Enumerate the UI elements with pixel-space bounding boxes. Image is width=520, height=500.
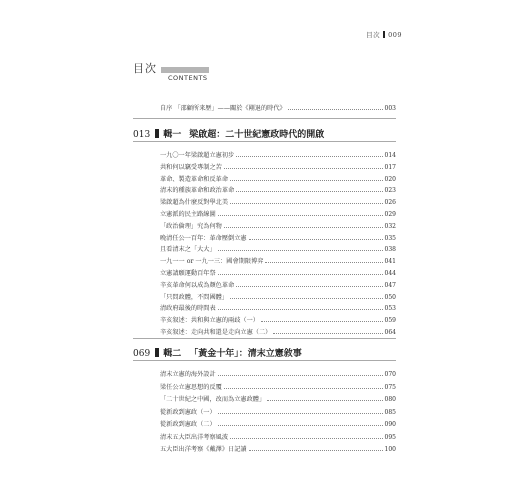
toc-entry-page: 053 (384, 305, 396, 313)
leader-dots (218, 375, 383, 376)
leader-dots (249, 239, 383, 240)
toc-entry[interactable] (160, 313, 396, 324)
toc-entry-title: 革命、製造革命和反革命 (160, 175, 229, 183)
leader-dots (236, 156, 382, 157)
toc-title: 目次 (133, 62, 157, 75)
toc-entry[interactable] (160, 380, 396, 391)
toc-entry[interactable] (160, 278, 396, 289)
leader-dots (224, 168, 383, 169)
leader-dots (218, 215, 383, 216)
toc-entry-page: 023 (384, 187, 396, 195)
leader-dots (273, 333, 382, 334)
toc-entry-title: 辛亥叙述：共和與立憲的兩歧（一） (160, 317, 259, 325)
toc-entry-title: 清政府最後的時間表 (160, 305, 216, 313)
toc-entry-page: 038 (384, 246, 396, 254)
toc-entry-page: 029 (384, 211, 396, 218)
toc-entry-page: 064 (384, 329, 396, 336)
toc-entry[interactable] (160, 219, 396, 230)
section-divider (133, 360, 396, 361)
toc-entry-title: 梁啟超為什麼反對學北美 (160, 199, 229, 207)
section-divider (133, 338, 396, 339)
leader-dots (249, 450, 383, 451)
toc-entry[interactable] (160, 242, 396, 253)
toc-entry-page: 050 (384, 293, 396, 301)
toc-heading (133, 60, 208, 82)
toc-entry-page: 095 (384, 433, 396, 441)
toc-title-bar (161, 67, 209, 73)
toc-entry[interactable] (160, 325, 396, 336)
toc-entry-title: 一九〇一年梁啟超立憲初步 (160, 152, 235, 159)
toc-entry-title: 從新政到憲政（一） (160, 408, 216, 416)
toc-entry-title: 且看清末之「大大」 (160, 246, 216, 254)
section-marker (155, 129, 159, 138)
toc-entry[interactable] (160, 254, 396, 265)
toc-entry[interactable] (160, 231, 396, 242)
leader-dots (230, 438, 382, 439)
toc-entry-title: 晚清任公一百年：革命壓倒立憲 (160, 234, 247, 242)
toc-entry-page: 090 (384, 421, 396, 428)
toc-entry[interactable] (160, 207, 396, 218)
toc-entry[interactable] (160, 172, 396, 183)
toc-entry-title: 「只問政體，不問國體」 (160, 293, 229, 301)
leader-dots (236, 191, 382, 192)
section-heading-1[interactable] (133, 127, 324, 140)
section-divider (133, 141, 396, 142)
running-head-page: 009 (388, 30, 402, 39)
toc-entry-page: 026 (384, 199, 396, 207)
leader-dots (288, 109, 383, 110)
leader-dots (230, 203, 382, 204)
toc-entry-page: 085 (384, 408, 396, 416)
toc-entry-page: 044 (384, 270, 396, 277)
toc-entry[interactable] (160, 392, 396, 403)
toc-entry[interactable] (160, 148, 396, 159)
toc-entry[interactable] (160, 417, 396, 428)
toc-entry-page: 041 (384, 258, 396, 266)
toc-entry-title: 一九一一 or 一九一三：國會期限博弈 (160, 258, 264, 266)
leader-dots (218, 425, 383, 426)
toc-entry-page: 100 (384, 446, 396, 453)
leader-dots (265, 262, 382, 263)
toc-entry-title: 辛亥叙述：走向共和還是走向立憲（二） (160, 329, 272, 336)
section-page: 069 (133, 349, 151, 359)
toc-entry[interactable] (160, 367, 396, 378)
section-page: 013 (133, 130, 151, 140)
toc-entry-page: 035 (384, 234, 396, 242)
preface-entry[interactable] (160, 101, 396, 112)
toc-entry-page: 059 (384, 317, 396, 325)
toc-entry[interactable] (160, 290, 396, 301)
leader-dots (224, 227, 383, 228)
toc-entry[interactable] (160, 195, 396, 206)
toc-entry-title: 清末立憲的海外設計 (160, 371, 216, 378)
toc-entry-page: 014 (384, 152, 396, 159)
toc-entry[interactable] (160, 430, 396, 441)
section-label: 輯二 (163, 349, 182, 359)
leader-dots (218, 250, 383, 251)
leader-dots (224, 388, 383, 389)
section-title: 梁啟超：二十世紀憲政時代的開啟 (189, 130, 325, 140)
leader-dots (218, 413, 383, 414)
leader-dots (218, 309, 383, 310)
running-head (366, 30, 402, 39)
toc-entry-page: 032 (384, 222, 396, 230)
toc-entry-title: 「政治倫理」究為何物 (160, 222, 222, 230)
leader-dots (267, 400, 382, 401)
toc-entry[interactable] (160, 266, 396, 277)
section-heading-2[interactable] (133, 346, 302, 359)
section-divider (133, 118, 396, 119)
toc-entry-title: 立憲派的民主路線圖 (160, 211, 216, 218)
toc-entry-title: 梁任公立憲思想的反覆 (160, 383, 222, 391)
toc-entry-title: 五大臣出洋考察《戴澤》日記讀 (160, 446, 247, 453)
running-head-label: 目次 (366, 31, 381, 39)
toc-entry-page: 017 (384, 163, 396, 171)
toc-entry-title: 立憲請願運動百年祭 (160, 270, 216, 277)
toc-entry-page: 047 (384, 281, 396, 289)
toc-entry-title: 清末五大臣出洋考察風波 (160, 433, 229, 441)
toc-entry-title: 「二十世紀之中國，改而為立憲政體」 (160, 396, 266, 403)
toc-entry[interactable] (160, 405, 396, 416)
toc-entry-title: 從新政到憲政（二） (160, 421, 216, 428)
toc-entry-title: 清末的種族革命和政治革命 (160, 187, 235, 195)
toc-entry-title: 辛亥革命何以成為顏色革命 (160, 281, 235, 289)
preface-page: 003 (384, 105, 396, 112)
toc-entry[interactable] (160, 160, 396, 171)
section-title: 「黃金十年」：清末立憲敘事 (189, 349, 302, 359)
toc-entry[interactable] (160, 442, 396, 453)
running-head-bar (383, 31, 385, 38)
section-label: 輯一 (163, 130, 182, 140)
leader-dots (236, 286, 382, 287)
preface-title: 自序 「邵顧所来歷」——關於《剛退的時代》 (160, 105, 286, 112)
leader-dots (230, 180, 382, 181)
toc-subtitle: CONTENTS (168, 74, 208, 82)
leader-dots (261, 321, 383, 322)
toc-entry[interactable] (160, 183, 396, 194)
toc-entry-page: 070 (384, 371, 396, 378)
toc-entry-page: 075 (384, 383, 396, 391)
toc-entry-page: 020 (384, 175, 396, 183)
toc-entry[interactable] (160, 301, 396, 312)
leader-dots (218, 274, 383, 275)
toc-entry-page: 080 (384, 396, 396, 403)
leader-dots (230, 298, 382, 299)
section-marker (155, 348, 159, 357)
toc-entry-title: 共和何以竊受專制之苦 (160, 163, 222, 171)
